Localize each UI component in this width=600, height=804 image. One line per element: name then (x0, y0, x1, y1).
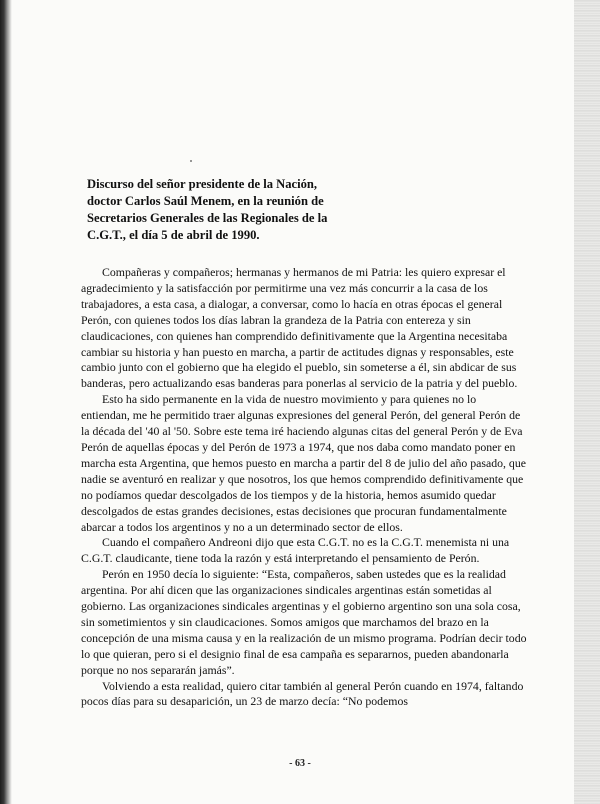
page-right-edge-texture (574, 0, 600, 804)
paragraph-5: Volviendo a esta realidad, quiero citar también al general Perón cuando en 1974, faltando pocos días para su desaparición, un 23 de marzo decía: “No podemos (81, 678, 524, 709)
paragraph-1: Compañeras y compañeros; hermanas y hermanos de mi Patria: les quiero expresar el agradecimiento y la satisfacción por permitirme una vez más concurrir a la casa de los trabajadores, a esta casa, a dialogar, a conversar, como lo hacía en otras épocas el general Perón, con quienes todos los días labran la grandeza de la Patria con entereza y sin claudicaciones, con quienes han comprendido definitivamente que la Argentina necesitaba cambiar su historia y han puesto en marcha, a partir de actitudes dignas y responsables, este cambio junto con el gobierno que ha elegido el pueblo, sin someterse a él, sin abdicar de sus banderas, pero actualizando esas banderas para ponerlas al servicio de la patria y del pueblo. (81, 265, 518, 391)
paragraph-2: Esto ha sido permanente en la vida de nuestro movimiento y para quienes no lo entiendan, me he permitido traer algunas expresiones del general Perón, del general Perón de la década del '40 al '50. Sobre este tema iré haciendo algunas citas del general Perón y de Eva Perón de aquellas épocas y del Perón de 1973 a 1974, que nos daba como mandato poner en marcha esta Argentina, que hemos puesto en marcha a partir del 8 de julio del año pasado, que nadie se aventuró en realizar y que nosotros, los que hemos comprendido definitivamente que no podíamos quedar descolgados de los tiempos y de la historia, hemos asumido quedar descolgados de estas grandes decisiones, estas decisiones que procuran fundamentalmente abarcar a todos los argentinos y no a un determinado sector de ellos. (81, 392, 526, 534)
page-number: - 63 - (289, 758, 311, 769)
speech-body (81, 265, 527, 710)
paragraph-4: Perón en 1950 decía lo siguiente: “Esta, compañeros, saben ustedes que es la realidad argentina. Por ahí dicen que las organizaciones sindicales argentinas están sometidas al gobierno. Las organizaciones sindicales argentinas y el gobierno argentino son una sola cosa, sin sometimientos y sin claudicaciones. Somos amigos que marchamos del brazo en la concepción de una misma causa y en la realización de un mismo programa. Podrían decir todo lo que quieran, pero si el designio final de esa campaña es separarnos, pueden abandonarla porque no nos separarán jamás”. (81, 567, 527, 677)
paragraph-3: Cuando el compañero Andreoni dijo que esta C.G.T. no es la C.G.T. menemista ni una C.G.T. claudicante, tiene toda la razón y está interpretando el pensamiento de Perón. (81, 535, 510, 566)
speech-heading: Discurso del señor presidente de la Nación, doctor Carlos Saúl Menem, en la reunión de Secretarios Generales de las Regionales de la C.G.T., el día 5 de abril de 1990. (87, 177, 328, 242)
page-left-edge-shadow (0, 0, 12, 804)
speck-mark (190, 160, 192, 162)
